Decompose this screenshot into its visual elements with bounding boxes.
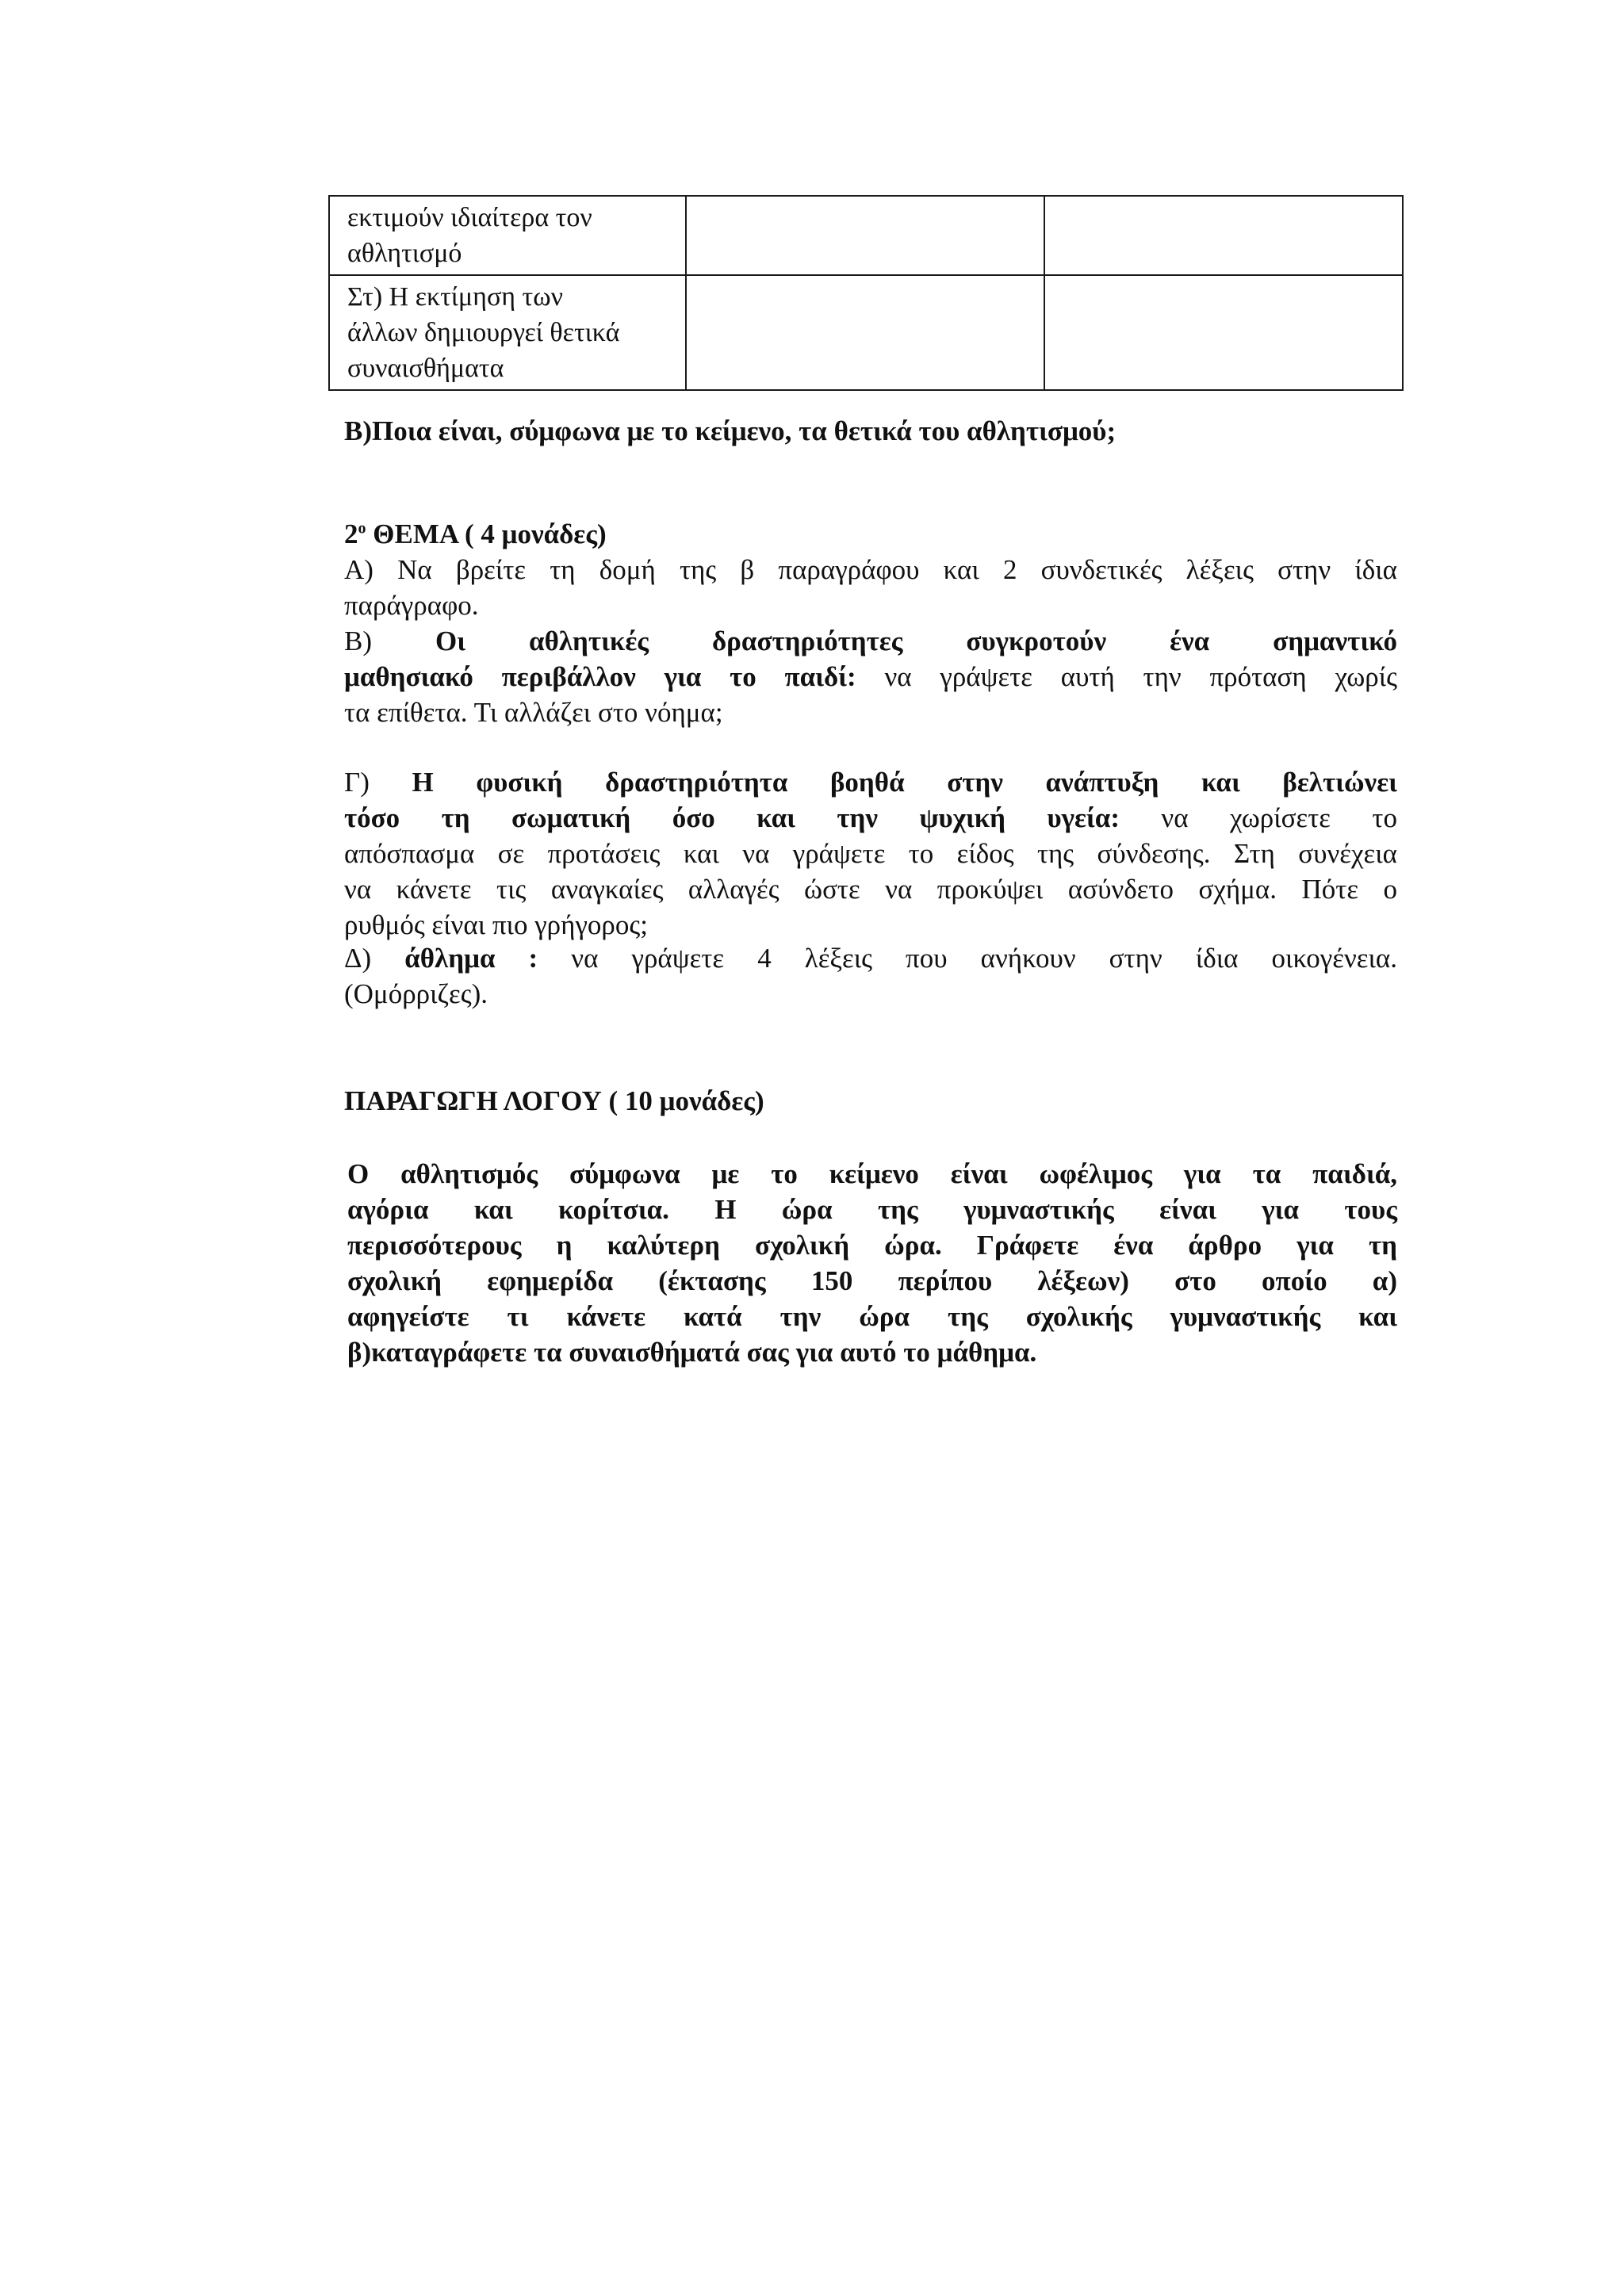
statement-line: αθλητισμό bbox=[347, 239, 462, 268]
question-line: ρυθμός είναι πιο γρήγορος; bbox=[344, 909, 648, 940]
answer-cell-false[interactable] bbox=[1044, 275, 1403, 390]
production-title: ΠΑΡΑΓΩΓΗ ΛΟΓΟΥ ( 10 μονάδες) bbox=[344, 1085, 764, 1116]
quoted-sentence: τόσο τη σωματική όσο και την ψυχική υγεία: bbox=[344, 802, 1120, 833]
answer-table bbox=[328, 195, 1404, 391]
task-line: σχολική εφημερίδα (έκτασης 150 περίπου λέξεων) στο οποίο α) bbox=[347, 1265, 1397, 1296]
answer-cell-true[interactable] bbox=[686, 275, 1044, 390]
statement-cell bbox=[329, 196, 686, 275]
task-line: Ο αθλητισμός σύμφωνα με το κείμενο είναι ωφέλιμος για τα παιδιά, bbox=[347, 1158, 1397, 1189]
answer-cell-true[interactable] bbox=[686, 196, 1044, 275]
question-2d bbox=[344, 940, 1397, 1012]
task-line: περισσότερους η καλύτερη σχολική ώρα. Γράφετε ένα άρθρο για τη bbox=[347, 1230, 1397, 1261]
keyword: άθλημα : bbox=[404, 943, 538, 974]
question-2b bbox=[344, 623, 1397, 730]
statement-line: εκτιμούν ιδιαίτερα τον bbox=[347, 203, 592, 232]
section-title-text: ΘΕΜΑ ( 4 μονάδες) bbox=[366, 519, 607, 549]
production-task bbox=[347, 1156, 1397, 1370]
question-line bbox=[344, 764, 1397, 800]
question-line bbox=[344, 659, 1397, 695]
question-line bbox=[344, 623, 1397, 659]
question-line: τα επίθετα. Τι αλλάζει στο νόημα; bbox=[344, 697, 723, 728]
question-line: παράγραφο. bbox=[344, 590, 479, 621]
question-line: (Ομόρριζες). bbox=[344, 978, 488, 1009]
table-row bbox=[329, 275, 1403, 390]
task-line: β)καταγράφετε τα συναισθήματά σας για αυτό το μάθημα. bbox=[347, 1337, 1037, 1368]
statement-line: Στ) Η εκτίμηση των bbox=[347, 282, 563, 312]
question-b-positives: Β)Ποια είναι, σύμφωνα με το κείμενο, τα θετικά του αθλητισμού; bbox=[344, 415, 1116, 446]
section-2-title bbox=[344, 516, 1397, 552]
question-2c bbox=[344, 764, 1397, 943]
question-instruction: να γράψετε αυτή την πρόταση χωρίς bbox=[856, 661, 1397, 692]
table-row bbox=[329, 196, 1403, 275]
question-line bbox=[344, 800, 1397, 836]
ordinal-superscript: ο bbox=[358, 519, 366, 538]
question-label: Δ) bbox=[344, 943, 405, 974]
task-line: αγόρια και κορίτσια. Η ώρα της γυμναστικής είναι για τους bbox=[347, 1194, 1397, 1225]
answer-cell-false[interactable] bbox=[1044, 196, 1403, 275]
question-line bbox=[344, 940, 1397, 976]
question-2a bbox=[344, 552, 1397, 623]
task-line: αφηγείστε τι κάνετε κατά την ώρα της σχολικής γυμναστικής και bbox=[347, 1301, 1397, 1332]
question-line: απόσπασμα σε προτάσεις και να γράψετε το είδος της σύνδεσης. Στη συνέχεια bbox=[344, 838, 1397, 869]
quoted-sentence: μαθησιακό περιβάλλον για το παιδί: bbox=[344, 661, 856, 692]
question-label: Β) bbox=[344, 626, 435, 656]
section-number: 2 bbox=[344, 519, 358, 549]
question-instruction: να χωρίσετε το bbox=[1120, 802, 1397, 833]
quoted-sentence: Οι αθλητικές δραστηριότητες συγκροτούν ένα σημαντικό bbox=[435, 626, 1398, 656]
statement-line: άλλων δημιουργεί θετικά bbox=[347, 318, 620, 347]
question-line: Α) Να βρείτε τη δομή της β παραγράφου και 2 συνδετικές λέξεις στην ίδια bbox=[344, 554, 1397, 585]
statement-line: συναισθήματα bbox=[347, 354, 504, 383]
question-line: να κάνετε τις αναγκαίες αλλαγές ώστε να προκύψει ασύνδετο σχήμα. Πότε ο bbox=[344, 874, 1397, 905]
statement-cell bbox=[329, 275, 686, 390]
question-instruction: να γράψετε 4 λέξεις που ανήκουν στην ίδια οικογένεια. bbox=[538, 943, 1397, 974]
quoted-sentence: Η φυσική δραστηριότητα βοηθά στην ανάπτυξη και βελτιώνει bbox=[412, 767, 1397, 798]
question-label: Γ) bbox=[344, 767, 412, 798]
